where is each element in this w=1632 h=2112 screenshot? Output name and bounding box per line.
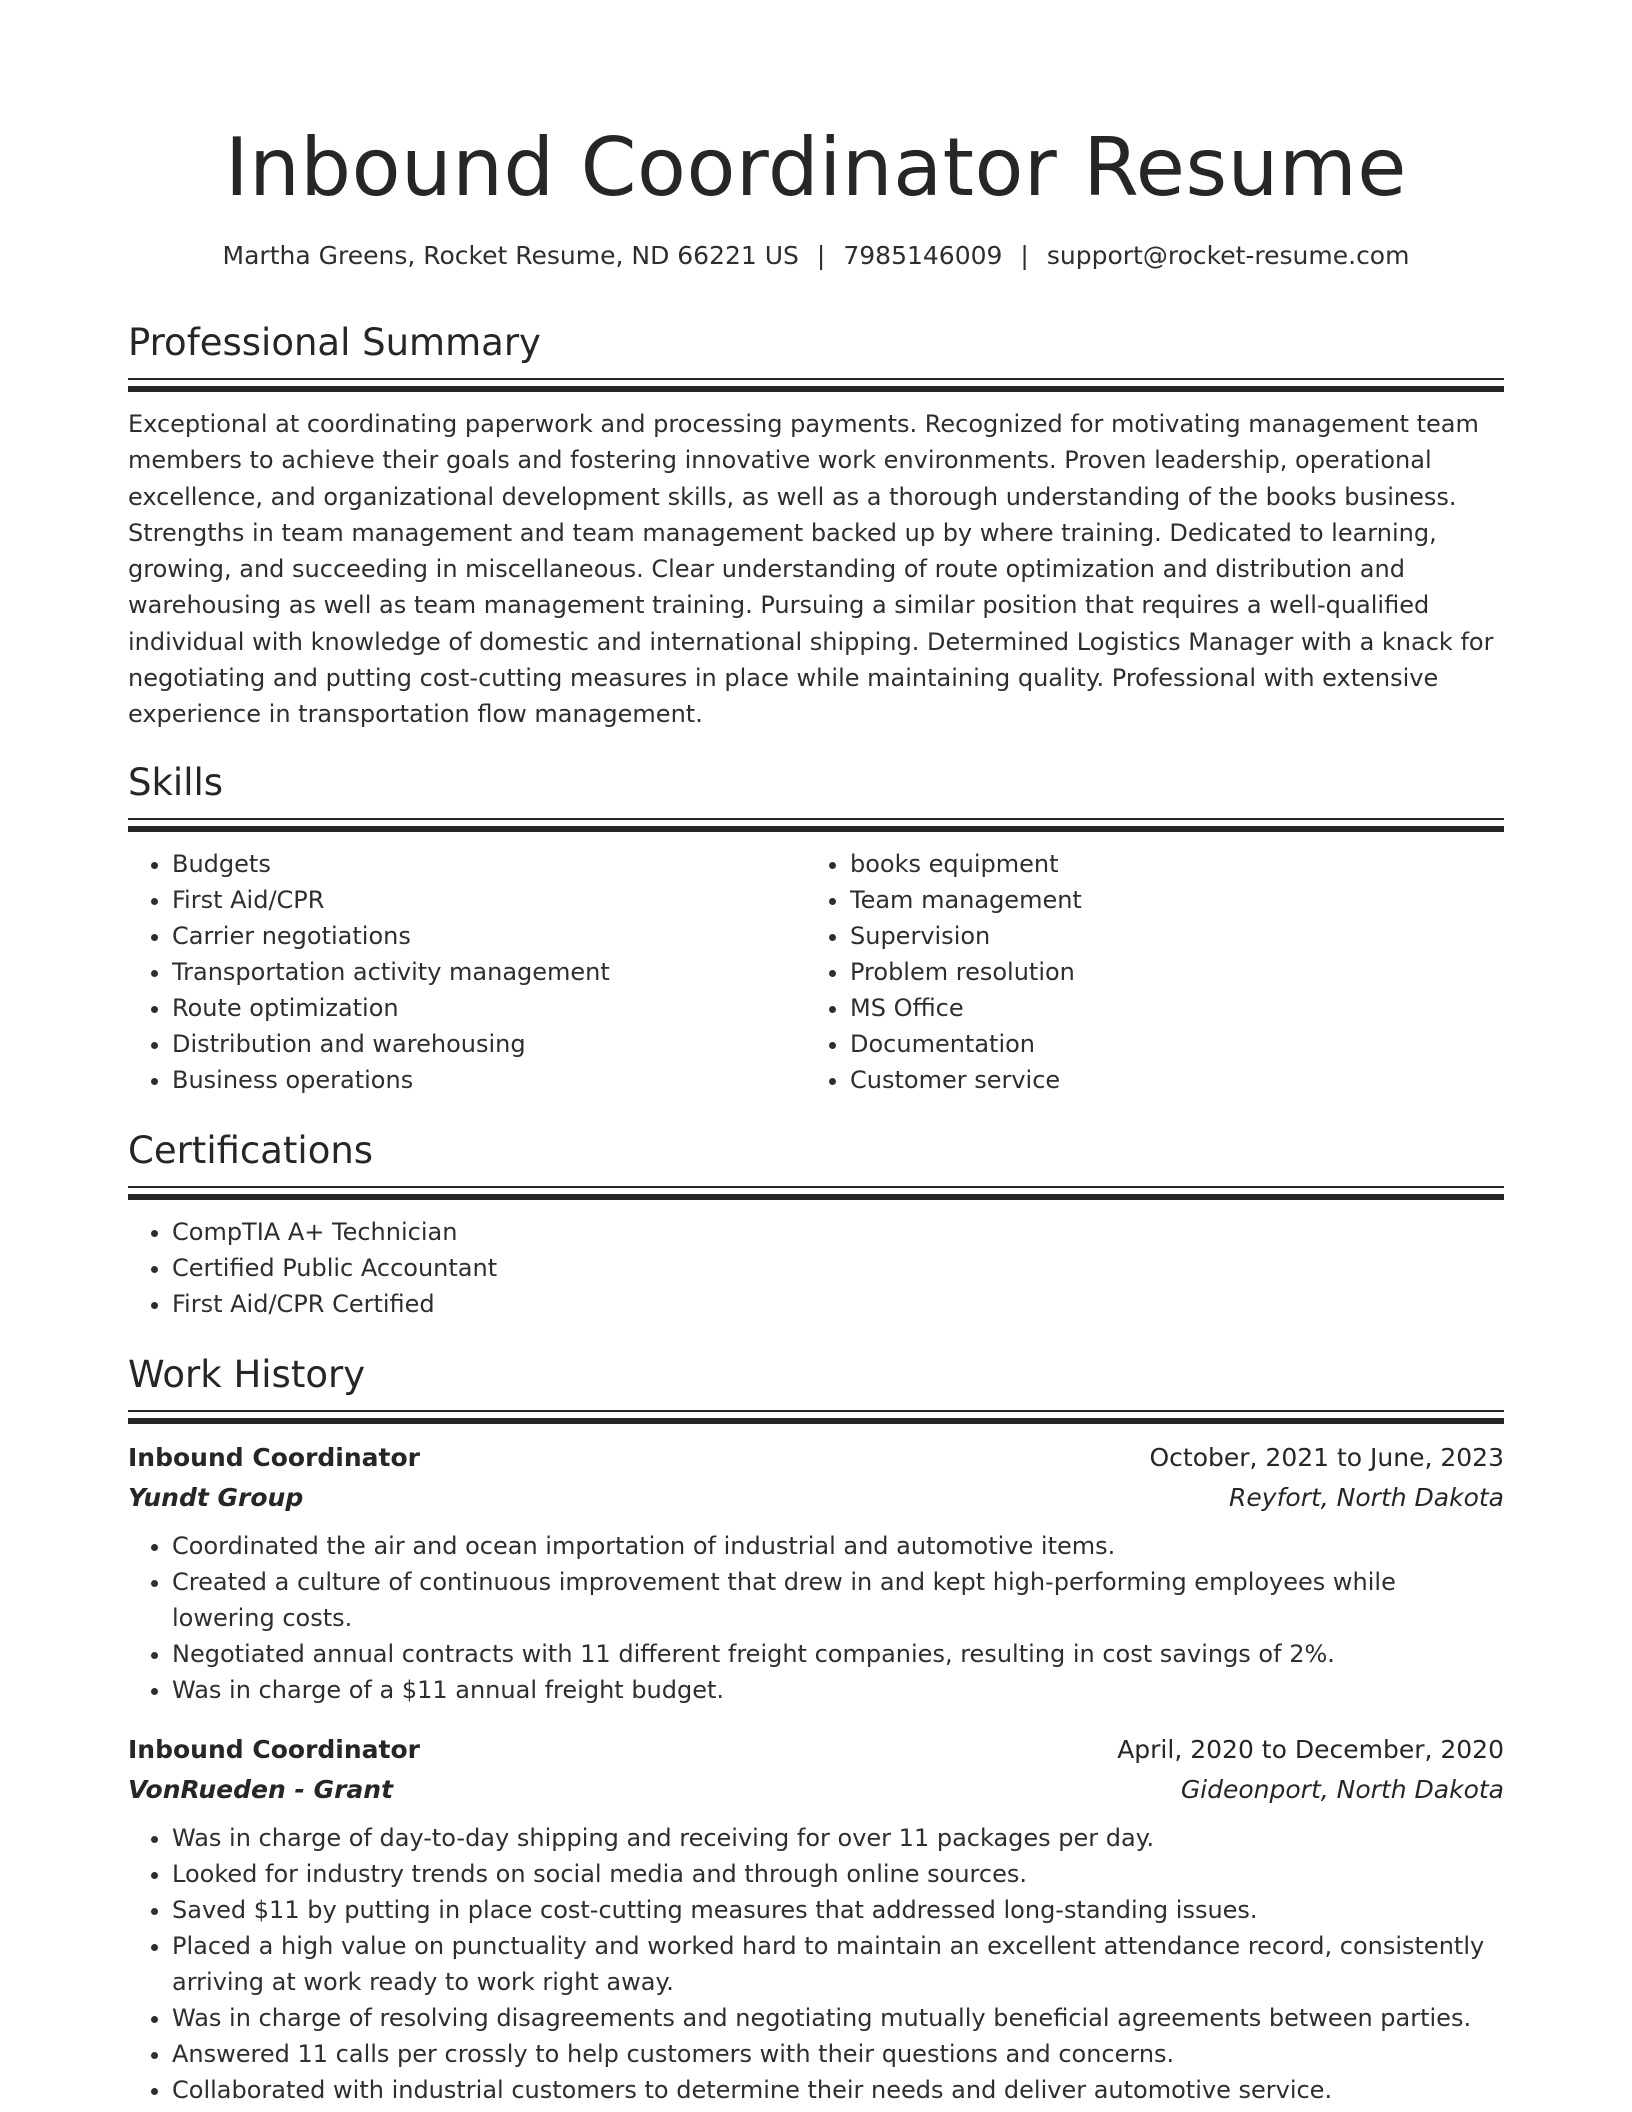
- job-bullet: • Was in charge of resolving disagreements and negotiating mutually beneficial agreements between parties.: [172, 2000, 1504, 2036]
- job-subheader: [128, 1478, 1504, 1518]
- job-bullet: • Looked for industry trends on social media and through online sources.: [172, 1856, 1504, 1892]
- section-divider: [128, 1410, 1504, 1412]
- skill-item: • Budgets: [172, 846, 806, 882]
- work-history-heading: Work History: [128, 1353, 366, 1396]
- job-bullet: • Saved $11 by putting in place cost-cutting measures that addressed long-standing issues.: [172, 1892, 1504, 1928]
- skills-heading: Skills: [128, 761, 224, 804]
- certifications-heading: Certifications: [128, 1129, 374, 1172]
- work-history-section: [128, 1350, 1504, 2108]
- skill-item: • Transportation activity management: [172, 954, 806, 990]
- skill-item: • Problem resolution: [850, 954, 1484, 990]
- contact-address: Martha Greens, Rocket Resume, ND 66221 US: [222, 241, 799, 270]
- skills-grid: [128, 832, 1504, 1098]
- skill-item: • Route optimization: [172, 990, 806, 1026]
- job-dates: October, 2021 to June, 2023: [1149, 1443, 1504, 1472]
- skill-item: • Supervision: [850, 918, 1484, 954]
- job-bullet: • Created a culture of continuous improvement that drew in and kept high-performing employees while lowering costs.: [172, 1564, 1504, 1636]
- job-dates: April, 2020 to December, 2020: [1117, 1735, 1504, 1764]
- job-bullets: [128, 1528, 1504, 1708]
- job-entry: [128, 1438, 1504, 1708]
- skill-item: • MS Office: [850, 990, 1484, 1026]
- certification-item: • CompTIA A+ Technician: [172, 1214, 1504, 1250]
- job-bullet: • Placed a high value on punctuality and worked hard to maintain an excellent attendance record, consistently arriving at work ready to work right away.: [172, 1928, 1504, 2000]
- job-bullet: • Was in charge of a $11 annual freight budget.: [172, 1672, 1504, 1708]
- job-bullets: [128, 1820, 1504, 2108]
- job-company: VonRueden - Grant: [128, 1775, 394, 1804]
- skill-item: • Carrier negotiations: [172, 918, 806, 954]
- section-divider: [128, 378, 1504, 380]
- skill-item: • Business operations: [172, 1062, 806, 1098]
- section-divider: [128, 818, 1504, 820]
- section-divider: [128, 1186, 1504, 1188]
- section-divider: [128, 386, 1504, 392]
- job-company: Yundt Group: [128, 1483, 304, 1512]
- job-title: Inbound Coordinator: [128, 1735, 420, 1764]
- skill-item: • Documentation: [850, 1026, 1484, 1062]
- contact-separator: |: [1020, 241, 1029, 270]
- skill-item: • First Aid/CPR: [172, 882, 806, 918]
- job-subheader: [128, 1770, 1504, 1810]
- skill-item: • Customer service: [850, 1062, 1484, 1098]
- skill-item: • Distribution and warehousing: [172, 1026, 806, 1062]
- summary-text: Exceptional at coordinating paperwork and processing payments. Recognized for motivating management team members to achieve their goals and fostering innovative work environments. Proven leadership, operational excellence, and organizational development skills, as well as a thorough understanding of the books business. Strengths in team management and team management backed up by where training. Dedicated to learning, growing, and succeeding in miscellaneous. Clear understanding of route optimization and distribution and warehousing as well as team management training. Pursuing a similar position that requires a well-qualified individual with knowledge of domestic and international shipping. Determined Logistics Manager with a knack for negotiating and putting cost-cutting measures in place while maintaining quality. Professional with extensive experience in transportation flow management.: [128, 410, 1494, 729]
- skill-item: • Team management: [850, 882, 1484, 918]
- skill-item: • books equipment: [850, 846, 1484, 882]
- job-bullet: • Answered 11 calls per crossly to help customers with their questions and concerns.: [172, 2036, 1504, 2072]
- job-header: [128, 1438, 1504, 1478]
- job-bullet: • Negotiated annual contracts with 11 different freight companies, resulting in cost savings of 2%.: [172, 1636, 1504, 1672]
- job-location: Gideonport, North Dakota: [1180, 1775, 1504, 1804]
- job-bullet: • Was in charge of day-to-day shipping and receiving for over 11 packages per day.: [172, 1820, 1504, 1856]
- job-location: Reyfort, North Dakota: [1229, 1483, 1504, 1512]
- summary-section: [128, 318, 1504, 733]
- contact-line: [128, 238, 1504, 274]
- certifications-section: [128, 1126, 1504, 1322]
- summary-heading: Professional Summary: [128, 321, 541, 364]
- certification-item: • Certified Public Accountant: [172, 1250, 1504, 1286]
- skills-section: [128, 758, 1504, 1098]
- job-header: [128, 1730, 1504, 1770]
- skills-list-right: [806, 846, 1484, 1098]
- contact-phone: 7985146009: [843, 241, 1003, 270]
- contact-separator: |: [816, 241, 826, 270]
- job-entry: [128, 1730, 1504, 2108]
- certifications-list: [128, 1214, 1504, 1322]
- section-divider: [128, 1194, 1504, 1200]
- certification-item: • First Aid/CPR Certified: [172, 1286, 1504, 1322]
- job-bullet: • Coordinated the air and ocean importation of industrial and automotive items.: [172, 1528, 1504, 1564]
- section-divider: [128, 1418, 1504, 1424]
- contact-email: support@rocket-resume.com: [1046, 241, 1410, 270]
- job-title: Inbound Coordinator: [128, 1443, 420, 1472]
- skills-list-left: [128, 846, 806, 1098]
- resume-title: Inbound Coordinator Resume: [225, 121, 1407, 214]
- job-bullet: • Collaborated with industrial customers to determine their needs and deliver automotive service.: [172, 2072, 1504, 2108]
